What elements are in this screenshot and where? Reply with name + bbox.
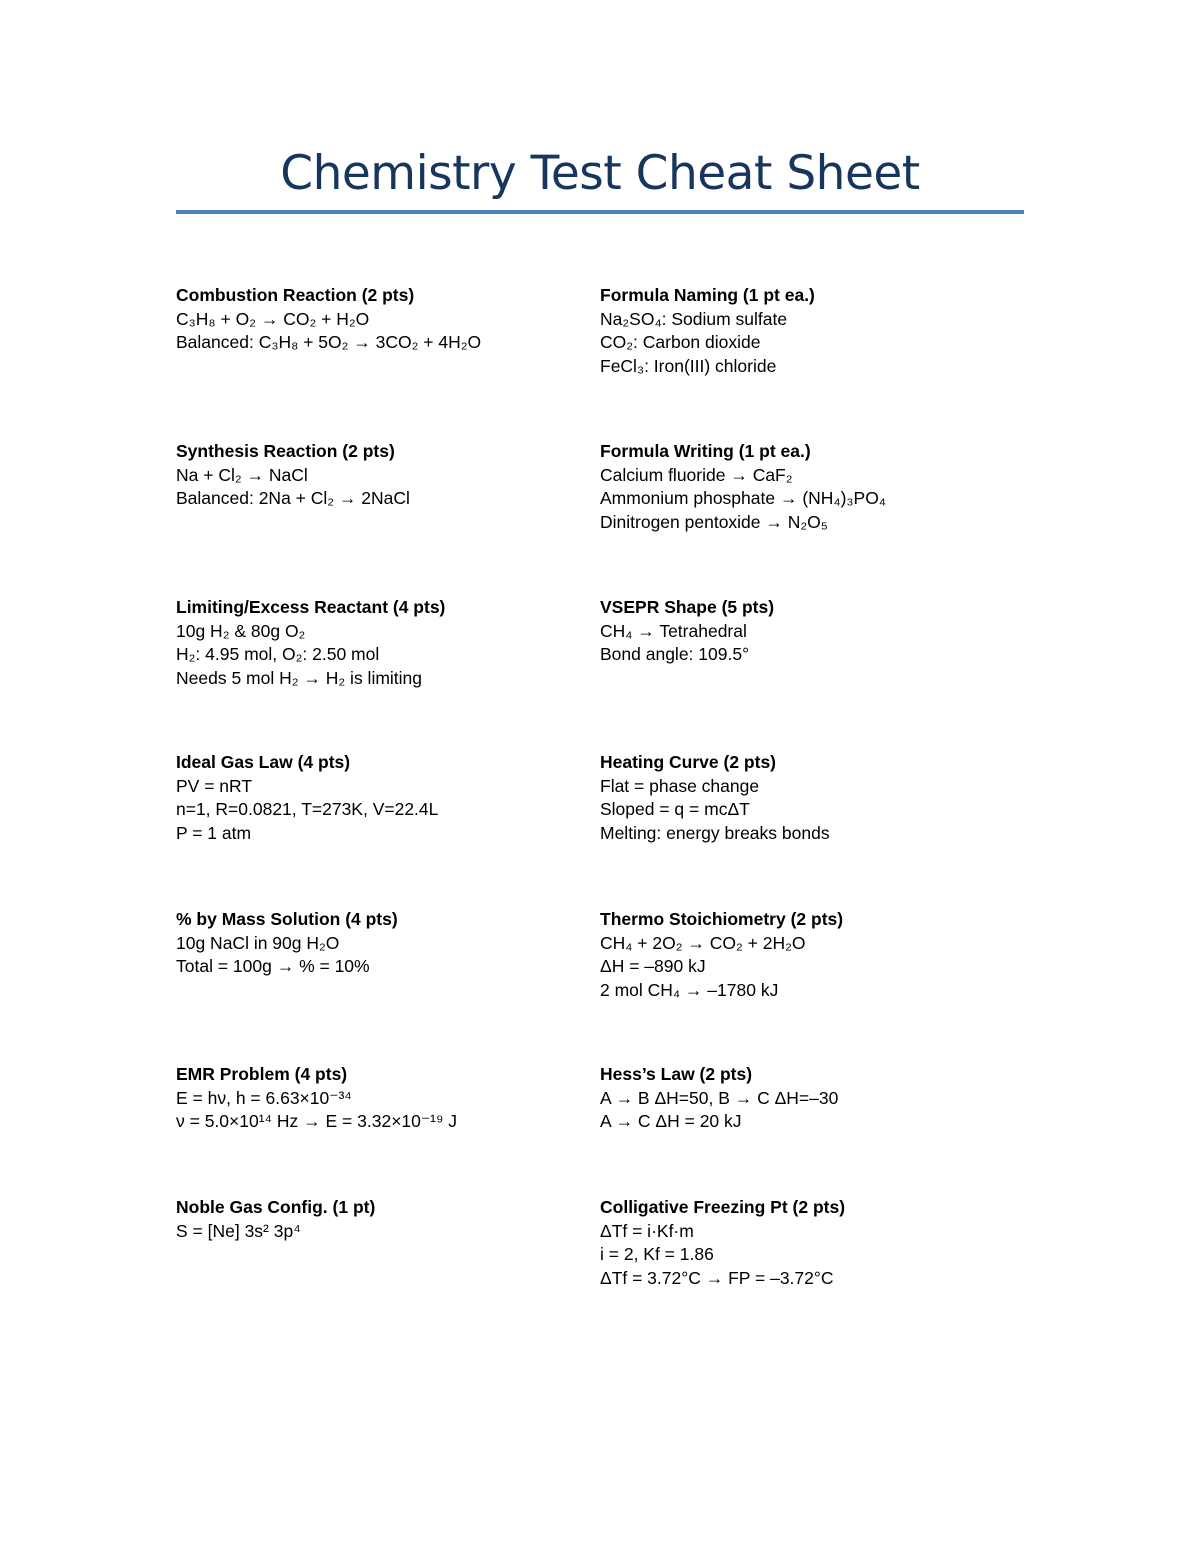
- section-thermo-stoichiometry: [600, 908, 1020, 1002]
- section-line: Balanced: 2Na + Cl₂ → 2NaCl: [176, 488, 410, 508]
- section-line: CH₄ → Tetrahedral: [600, 620, 747, 641]
- section-line: 2 mol CH₄ → –1780 kJ: [600, 979, 779, 1000]
- section-heading: Synthesis Reaction (2 pts): [176, 441, 395, 461]
- section-line: ΔTf = 3.72°C → FP = –3.72°C: [600, 1267, 834, 1288]
- title-underline: [176, 210, 1024, 214]
- section-line: Bond angle: 109.5°: [600, 644, 750, 664]
- page-title: Chemistry Test Cheat Sheet: [280, 146, 920, 201]
- section-line: CO₂: Carbon dioxide: [600, 332, 761, 352]
- section-line: Total = 100g → % = 10%: [176, 956, 370, 976]
- section-formula-naming: [600, 284, 1020, 378]
- section-heading: Hess’s Law (2 pts): [600, 1064, 753, 1084]
- section-line: ΔTf = i·Kf·m: [600, 1220, 694, 1241]
- section-heating-curve: [600, 751, 1020, 845]
- section-heading: Formula Writing (1 pt ea.): [600, 441, 811, 461]
- section-line: H₂: 4.95 mol, O₂: 2.50 mol: [176, 644, 380, 664]
- section-line: i = 2, Kf = 1.86: [600, 1244, 714, 1264]
- section-colligative-freezing-pt: [600, 1196, 1020, 1290]
- section-limiting-excess-reactant: [176, 596, 596, 690]
- section-heading: EMR Problem (4 pts): [176, 1064, 348, 1084]
- section-heading: Formula Naming (1 pt ea.): [600, 285, 815, 305]
- section-line: E = hν, h = 6.63×10⁻³⁴: [176, 1087, 352, 1108]
- section-line: ΔH = –890 kJ: [600, 956, 706, 976]
- section-vsepr-shape: [600, 596, 1020, 667]
- section-line: A → C ΔH = 20 kJ: [600, 1111, 742, 1131]
- section-line: Dinitrogen pentoxide → N₂O₅: [600, 511, 828, 532]
- section-line: Needs 5 mol H₂ → H₂ is limiting: [176, 667, 423, 688]
- section-noble-gas-config: [176, 1196, 596, 1243]
- section-line: Melting: energy breaks bonds: [600, 822, 830, 843]
- section-line: P = 1 atm: [176, 822, 252, 843]
- section-line: Na + Cl₂ → NaCl: [176, 464, 308, 485]
- section-ideal-gas-law: [176, 751, 596, 845]
- section-heading: Heating Curve (2 pts): [600, 752, 776, 772]
- section-line: Flat = phase change: [600, 775, 760, 796]
- section-line: CH₄ + 2O₂ → CO₂ + 2H₂O: [600, 932, 806, 953]
- section-mass-solution: [176, 908, 596, 979]
- section-line: FeCl₃: Iron(III) chloride: [600, 355, 777, 376]
- section-line: 10g NaCl in 90g H₂O: [176, 932, 340, 953]
- section-heading: Noble Gas Config. (1 pt): [176, 1197, 376, 1217]
- section-heading: Ideal Gas Law (4 pts): [176, 752, 351, 772]
- section-emr-problem: [176, 1063, 596, 1134]
- section-line: 10g H₂ & 80g O₂: [176, 620, 306, 641]
- section-line: Ammonium phosphate → (NH₄)₃PO₄: [600, 488, 886, 508]
- section-line: A → B ΔH=50, B → C ΔH=–30: [600, 1087, 839, 1108]
- section-heading: Thermo Stoichiometry (2 pts): [600, 909, 844, 929]
- section-line: S = [Ne] 3s² 3p⁴: [176, 1220, 301, 1241]
- section-heading: Colligative Freezing Pt (2 pts): [600, 1197, 846, 1217]
- section-line: Calcium fluoride → CaF₂: [600, 464, 793, 485]
- section-line: PV = nRT: [176, 775, 253, 796]
- section-heading: Combustion Reaction (2 pts): [176, 285, 415, 305]
- section-hess-law: [600, 1063, 1020, 1134]
- section-heading: Limiting/Excess Reactant (4 pts): [176, 597, 446, 617]
- section-line: C₃H₈ + O₂ → CO₂ + H₂O: [176, 308, 370, 329]
- section-line: ν = 5.0×10¹⁴ Hz → E = 3.32×10⁻¹⁹ J: [176, 1111, 458, 1131]
- section-formula-writing: [600, 440, 1020, 534]
- section-line: n=1, R=0.0821, T=273K, V=22.4L: [176, 799, 439, 819]
- section-line: Balanced: C₃H₈ + 5O₂ → 3CO₂ + 4H₂O: [176, 332, 482, 352]
- section-line: Na₂SO₄: Sodium sulfate: [600, 308, 788, 329]
- section-combustion-reaction: [176, 284, 596, 355]
- section-synthesis-reaction: [176, 440, 596, 511]
- section-heading: VSEPR Shape (5 pts): [600, 597, 775, 617]
- section-heading: % by Mass Solution (4 pts): [176, 909, 398, 929]
- section-line: Sloped = q = mcΔT: [600, 799, 750, 819]
